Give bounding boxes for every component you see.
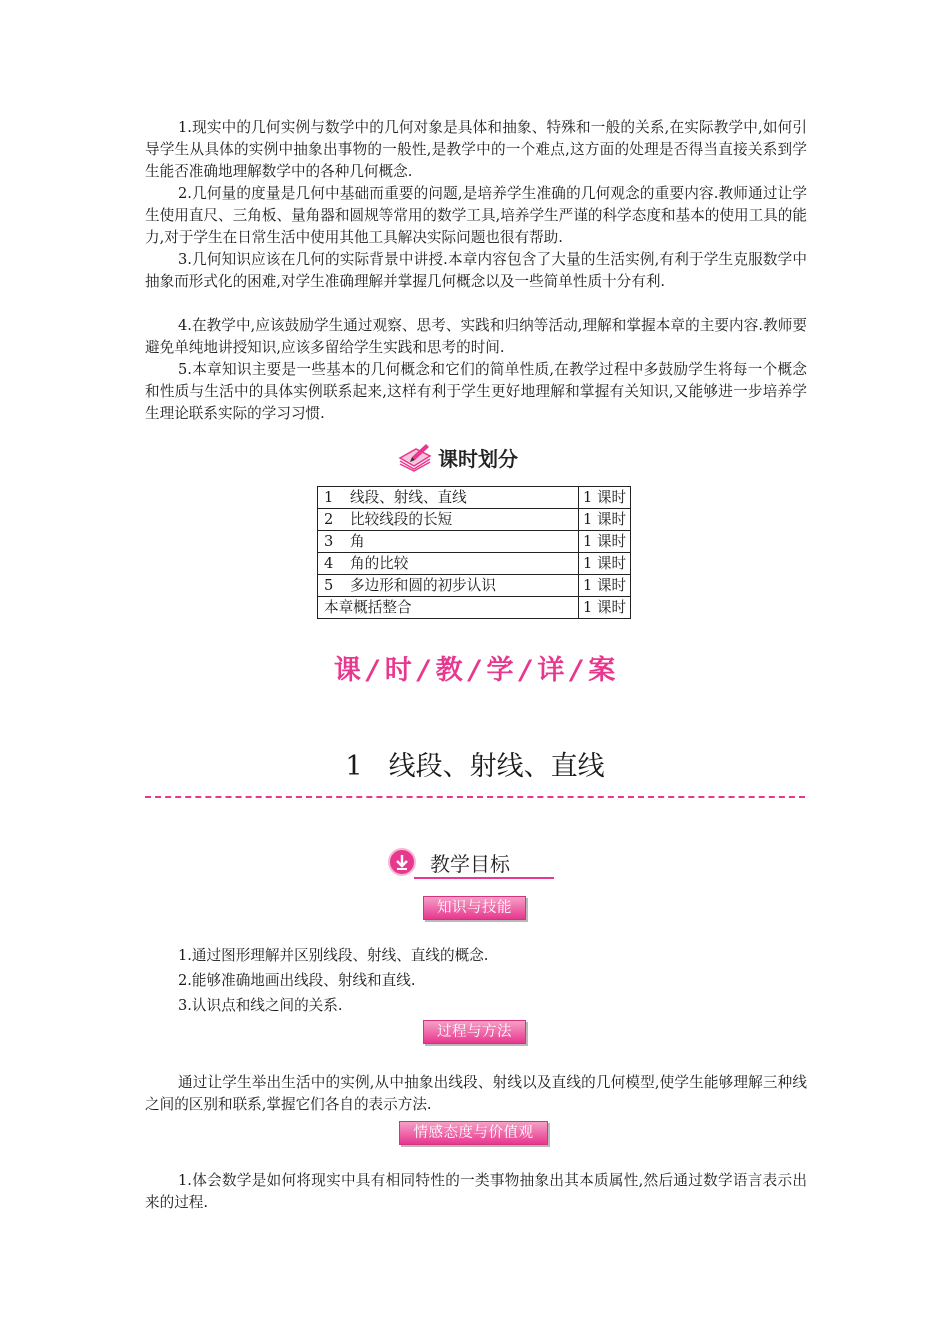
schedule-row — [318, 575, 631, 597]
book-pencil-icon — [398, 442, 432, 472]
schedule-heading — [398, 441, 518, 473]
knowledge-skills-tag: 知识与技能 — [423, 896, 526, 920]
knowledge-item-3: 3.认识点和线之间的关系. — [178, 997, 343, 1014]
schedule-topic: 比较线段的长短 — [350, 511, 453, 528]
banner-separator: / — [418, 655, 430, 686]
teaching-goals-heading — [388, 846, 554, 880]
schedule-row — [318, 597, 631, 619]
process-paragraph: 通过让学生举出生活中的实例,从中抽象出线段、射线以及直线的几何模型,使学生能够理解三种线之间的区别和联系,掌握它们各自的表示方法. — [145, 1074, 807, 1113]
schedule-row — [318, 531, 631, 553]
process-method-tag: 过程与方法 — [423, 1020, 526, 1044]
emotion-values-tag: 情感态度与价值观 — [399, 1121, 548, 1145]
schedule-topic: 角 — [350, 533, 365, 550]
banner-separator: / — [571, 655, 583, 686]
knowledge-item-1: 1.通过图形理解并区别线段、射线、直线的概念. — [178, 947, 489, 964]
banner-separator: / — [520, 655, 532, 686]
schedule-hours: 1 课时 — [579, 531, 631, 553]
intro-paragraph-4: 4.在教学中,应该鼓励学生通过观察、思考、实践和归纳等活动,理解和掌握本章的主要内容.教师要避免单纯地讲授知识,应该多留给学生实践和思考的时间. — [145, 317, 807, 356]
schedule-hours: 1 课时 — [579, 575, 631, 597]
schedule-heading-text: 课时划分 — [438, 446, 518, 471]
schedule-topic-cell — [318, 487, 579, 509]
schedule-hours: 1 课时 — [579, 509, 631, 531]
schedule-topic-cell — [318, 553, 579, 575]
banner-char: 时 — [384, 655, 413, 686]
schedule-topic: 多边形和圆的初步认识 — [350, 577, 496, 594]
lesson-title — [0, 744, 950, 783]
schedule-topic-cell — [318, 575, 579, 597]
schedule-table — [317, 486, 631, 619]
teaching-goals-text: 教学目标 — [430, 852, 510, 876]
schedule-hours: 1 课时 — [579, 597, 631, 619]
intro-paragraph-2: 2.几何量的度量是几何中基础而重要的问题,是培养学生准确的几何观念的重要内容.教师通过让学生使用直尺、三角板、量角器和圆规等常用的数学工具,培养学生严谨的科学态度和基本的使用工具的能力,对于学生在日常生活中使用其他工具解决实际问题也很有帮助. — [145, 185, 807, 246]
intro-paragraph-3: 3.几何知识应该在几何的实际背景中讲授.本章内容包含了大量的生活实例,有利于学生克服数学中抽象而形式化的困难,对学生准确理解并掌握几何概念以及一些简单性质十分有利. — [145, 251, 807, 290]
emotion-paragraph: 1.体会数学是如何将现实中具有相同特性的一类事物抽象出其本质属性,然后通过数学语言表示出来的过程. — [145, 1172, 807, 1211]
intro-paragraph-5: 5.本章知识主要是一些基本的几何概念和它们的简单性质,在教学过程中多鼓励学生将每一个概念和性质与生活中的具体实例联系起来,这样有利于学生更好地理解和掌握有关知识,又能够进一步培养学生理论联系实际的学习习惯. — [145, 361, 807, 422]
schedule-row-number: 5 — [324, 577, 334, 594]
schedule-topic: 线段、射线、直线 — [350, 489, 467, 506]
schedule-topic-cell — [318, 509, 579, 531]
schedule-topic: 本章概括整合 — [324, 599, 412, 616]
schedule-row — [318, 553, 631, 575]
banner-char: 课 — [333, 655, 362, 686]
schedule-hours: 1 课时 — [579, 487, 631, 509]
schedule-row-number: 4 — [324, 555, 334, 572]
schedule-row — [318, 487, 631, 509]
intro-paragraph-1: 1.现实中的几何实例与数学中的几何对象是具体和抽象、特殊和一般的关系,在实际教学中,如何引导学生从具体的实例中抽象出事物的一般性,是教学中的一个难点,这方面的处理是否得当直接关系到学生能否准确地理解数学中的各种几何概念. — [145, 119, 807, 180]
schedule-row — [318, 509, 631, 531]
schedule-row-number: 3 — [324, 533, 334, 550]
banner-char: 详 — [537, 655, 566, 686]
lesson-plan-banner — [0, 648, 950, 687]
schedule-hours: 1 课时 — [579, 553, 631, 575]
heading-underline — [414, 877, 554, 879]
dashed-divider — [145, 796, 805, 798]
schedule-topic-cell — [318, 597, 579, 619]
banner-separator: / — [367, 655, 379, 686]
schedule-row-number: 2 — [324, 511, 334, 528]
lesson-title-text: 线段、射线、直线 — [388, 751, 605, 782]
banner-char: 学 — [486, 655, 515, 686]
knowledge-item-2: 2.能够准确地画出线段、射线和直线. — [178, 972, 416, 989]
lesson-number: 1 — [345, 751, 363, 782]
banner-char: 案 — [588, 655, 617, 686]
banner-char: 教 — [435, 655, 464, 686]
banner-separator: / — [469, 655, 481, 686]
schedule-topic-cell — [318, 531, 579, 553]
download-arrow-icon — [388, 848, 416, 876]
schedule-topic: 角的比较 — [350, 555, 409, 572]
schedule-row-number: 1 — [324, 489, 334, 506]
